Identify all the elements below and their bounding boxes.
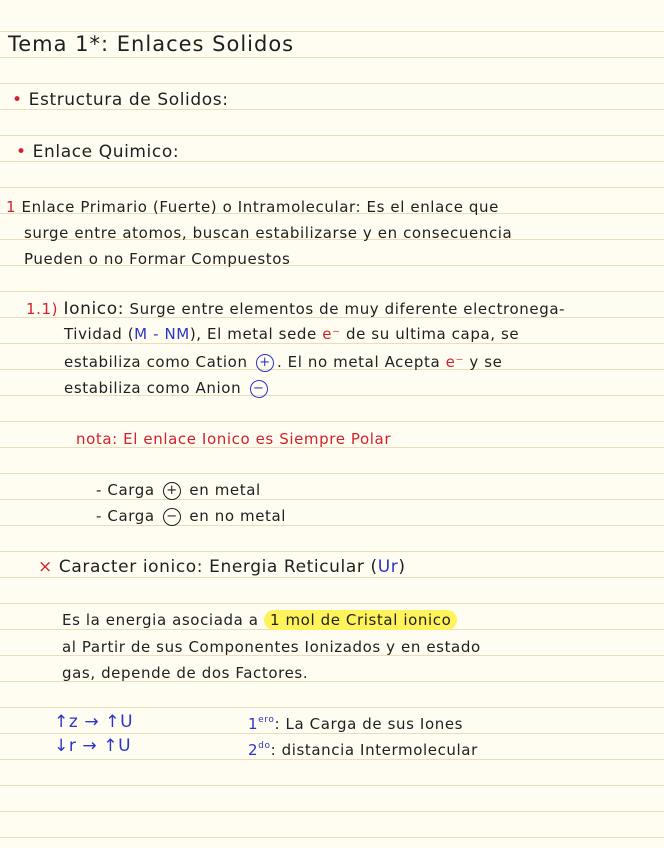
text-fragment: - Carga	[96, 481, 155, 499]
heading-text: )	[398, 557, 406, 577]
bullet-text: Estructura de Solidos:	[28, 90, 229, 110]
text-fragment: Tividad (	[64, 325, 135, 343]
page-title: Tema 1*: Enlaces Solidos	[8, 32, 295, 56]
ordinal-suffix: ero	[258, 715, 275, 725]
bullet-dot: •	[16, 142, 27, 162]
factor-text: : La Carga de sus Iones	[274, 715, 464, 733]
highlighted-text: 1 mol de Cristal ionico	[264, 610, 457, 630]
factor-2	[248, 741, 478, 759]
subsection-text: Surge entre elementos de muy diferente electronega-	[129, 300, 566, 318]
bullet-estructura	[12, 90, 229, 110]
text-fragment: . El no metal Acepta	[276, 353, 441, 371]
text-fragment: en metal	[189, 481, 261, 499]
subsection-1-1-line-1	[26, 299, 565, 319]
section-1-line-2: surge entre atomos, buscan estabilizarse y en consecuencia	[24, 224, 513, 242]
section-number: 1	[6, 198, 17, 216]
section-text: Enlace Primario (Fuerte) o Intramolecular: Es el enlace que	[21, 198, 499, 216]
energy-line-2: al Partir de sus Componentes Ionizados y en estado	[62, 638, 481, 656]
text-fragment: ), El metal sede	[189, 325, 317, 343]
subsection-1-1-line-4	[64, 379, 271, 398]
bullet-dot: •	[12, 90, 23, 110]
ur-symbol: Ur	[377, 557, 399, 577]
heading-text: Caracter ionico: Energia Reticular (	[58, 557, 378, 577]
factor-1	[248, 715, 463, 733]
charge-line-metal	[96, 481, 261, 500]
text-fragment: de su ultima capa, se	[345, 325, 520, 343]
cross-mark-icon: ×	[38, 557, 53, 577]
section-1-line-1	[6, 198, 499, 216]
factor-text: : distancia Intermolecular	[270, 741, 478, 759]
electron-symbol: e⁻	[445, 353, 464, 371]
plus-circle-icon: +	[163, 482, 181, 500]
subsection-1-1-line-3	[64, 353, 502, 372]
text-fragment: estabiliza como Anion	[64, 379, 242, 397]
arrow-relation-1: ↑z → ↑U	[54, 712, 134, 732]
metal-nonmetal-label: M - NM	[134, 325, 190, 343]
text-fragment: - Carga	[96, 507, 155, 525]
section-1-line-3: Pueden o no Formar Compuestos	[24, 250, 291, 268]
subsection-1-1-line-2	[64, 325, 519, 343]
bullet-text: Enlace Quimico:	[32, 142, 180, 162]
electron-symbol: e⁻	[322, 325, 341, 343]
minus-circle-icon: −	[250, 380, 268, 398]
subsection-number: 1.1)	[26, 300, 59, 318]
text-fragment: en no metal	[189, 507, 287, 525]
text-fragment: y se	[469, 353, 503, 371]
bullet-enlace-quimico	[16, 142, 179, 162]
note: nota: El enlace Ionico es Siempre Polar	[76, 430, 392, 448]
plus-circle-icon: +	[256, 354, 274, 372]
charge-line-nonmetal	[96, 507, 286, 526]
minus-circle-icon: −	[163, 508, 181, 526]
ordinal-suffix: do	[258, 741, 271, 751]
arrow-relation-2: ↓r → ↑U	[54, 736, 132, 756]
caracter-ionico-heading	[38, 557, 406, 577]
energy-line-1	[62, 611, 457, 629]
text-fragment: Es la energia asociada a	[62, 611, 259, 629]
text-fragment: estabiliza como Cation	[64, 353, 248, 371]
energy-line-3: gas, depende de dos Factores.	[62, 664, 309, 682]
ordinal: 1	[248, 715, 259, 733]
subsection-heading: Ionico:	[63, 299, 125, 319]
ordinal: 2	[248, 741, 259, 759]
